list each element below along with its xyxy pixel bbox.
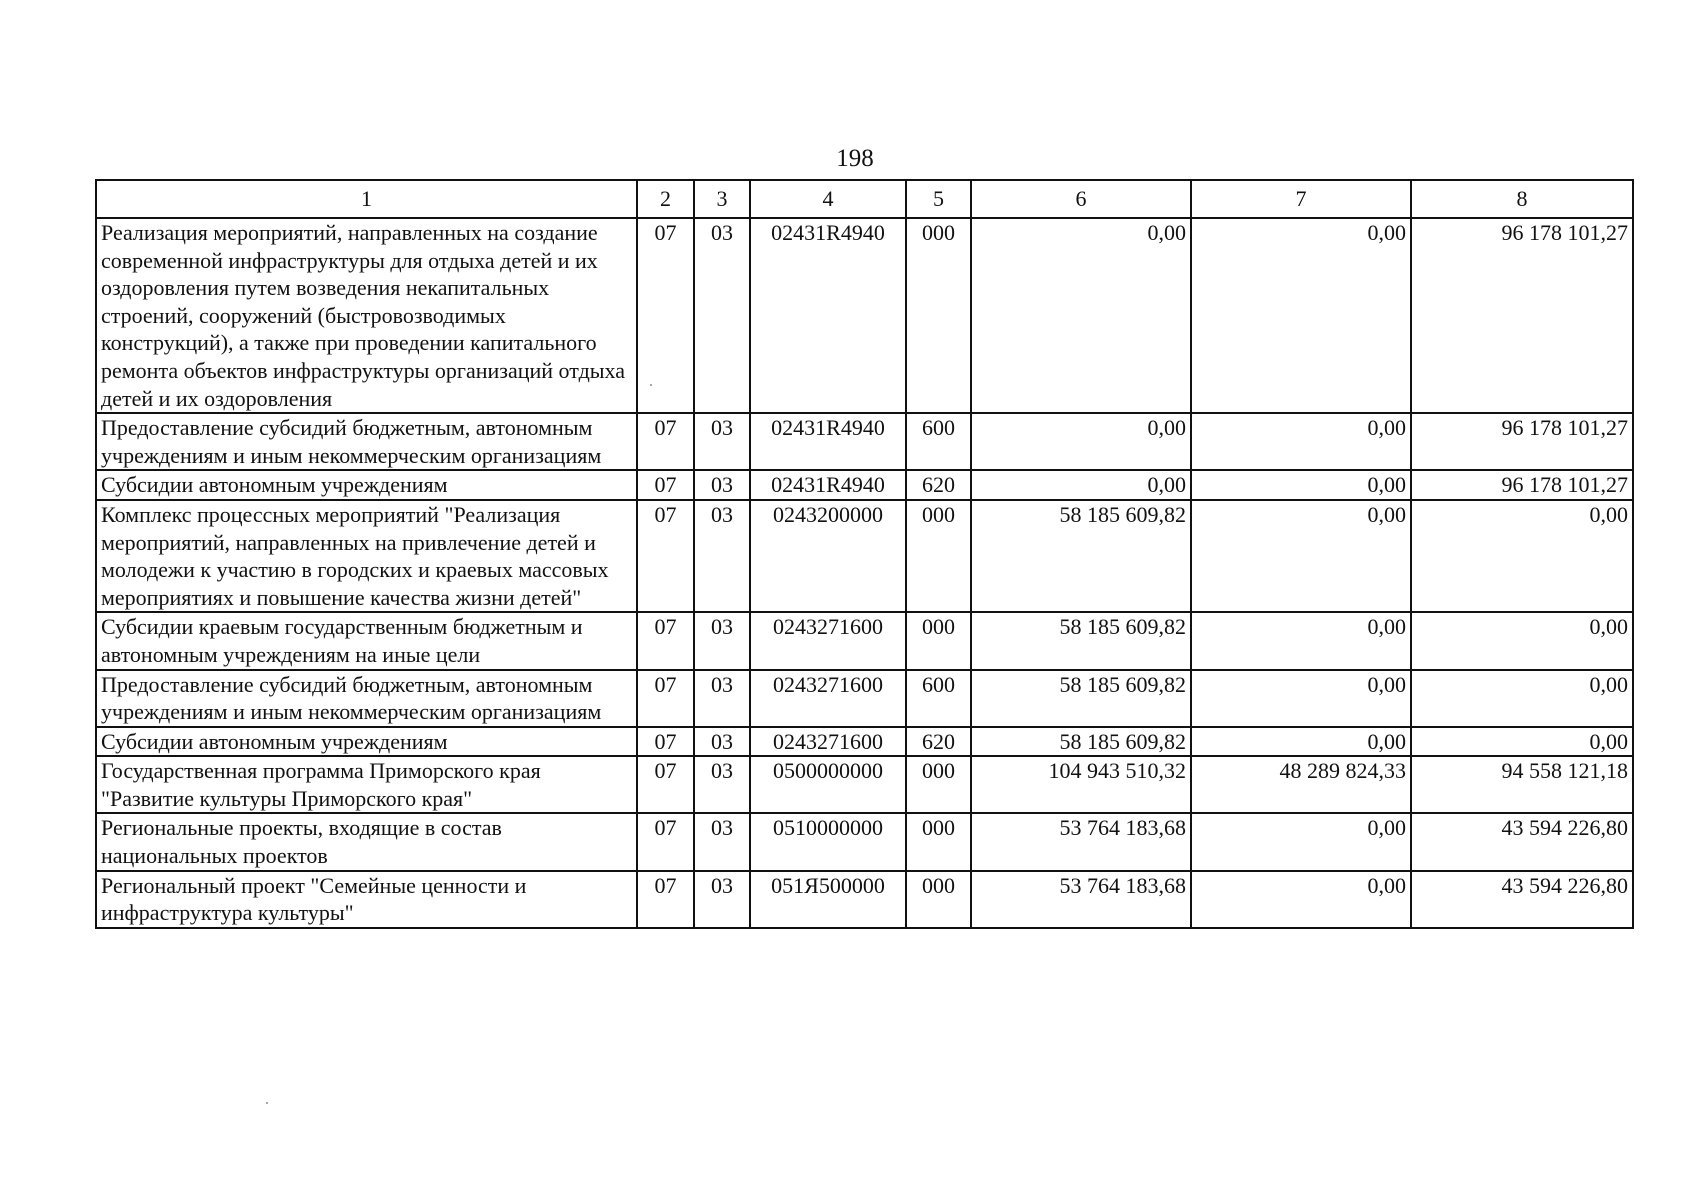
row-value-6: 0,00 <box>971 470 1191 500</box>
scan-speck <box>266 1102 268 1104</box>
row-value-6: 0,00 <box>971 218 1191 413</box>
row-section: 07 <box>637 727 694 757</box>
row-value-8: 0,00 <box>1411 727 1633 757</box>
scan-speck <box>650 384 652 386</box>
table-row <box>96 670 1633 727</box>
row-type: 000 <box>906 756 971 813</box>
row-subsection: 03 <box>694 756 750 813</box>
row-target: 0500000000 <box>750 756 906 813</box>
table-row <box>96 470 1633 500</box>
row-target: 02431R4940 <box>750 470 906 500</box>
row-value-6: 58 185 609,82 <box>971 612 1191 669</box>
row-type: 000 <box>906 500 971 612</box>
header-col-1: 1 <box>96 180 637 218</box>
row-target: 02431R4940 <box>750 218 906 413</box>
row-value-8: 43 594 226,80 <box>1411 813 1633 870</box>
header-col-2: 2 <box>637 180 694 218</box>
budget-table <box>95 179 1634 929</box>
header-col-5: 5 <box>906 180 971 218</box>
row-name: Региональный проект "Семейные ценности и инфраструктура культуры" <box>96 871 637 928</box>
row-subsection: 03 <box>694 727 750 757</box>
header-col-3: 3 <box>694 180 750 218</box>
row-type: 000 <box>906 871 971 928</box>
row-type: 620 <box>906 727 971 757</box>
row-subsection: 03 <box>694 871 750 928</box>
row-name: Предоставление субсидий бюджетным, автономным учреждениям и иным некоммерческим организациям <box>96 413 637 470</box>
row-name: Субсидии автономным учреждениям <box>96 470 637 500</box>
header-col-8: 8 <box>1411 180 1633 218</box>
row-value-6: 58 185 609,82 <box>971 727 1191 757</box>
table-row <box>96 871 1633 928</box>
row-target: 0243271600 <box>750 612 906 669</box>
row-target: 0243271600 <box>750 727 906 757</box>
row-type: 000 <box>906 612 971 669</box>
row-target: 0510000000 <box>750 813 906 870</box>
header-row <box>96 180 1633 218</box>
table-row <box>96 612 1633 669</box>
row-name: Государственная программа Приморского края "Развитие культуры Приморского края" <box>96 756 637 813</box>
row-subsection: 03 <box>694 612 750 669</box>
table-header <box>96 180 1633 218</box>
row-section: 07 <box>637 218 694 413</box>
row-value-7: 0,00 <box>1191 670 1411 727</box>
row-target: 051Я500000 <box>750 871 906 928</box>
row-type: 000 <box>906 813 971 870</box>
row-section: 07 <box>637 813 694 870</box>
row-value-7: 48 289 824,33 <box>1191 756 1411 813</box>
header-col-6: 6 <box>971 180 1191 218</box>
row-value-7: 0,00 <box>1191 413 1411 470</box>
row-value-6: 0,00 <box>971 413 1191 470</box>
row-value-8: 43 594 226,80 <box>1411 871 1633 928</box>
row-name: Комплекс процессных мероприятий "Реализация мероприятий, направленных на привлечение детей и молодежи к участию в городских и краевых массовых мероприятиях и повышение качества жизни детей" <box>96 500 637 612</box>
row-value-7: 0,00 <box>1191 612 1411 669</box>
page-number: 198 <box>836 145 874 172</box>
header-col-7: 7 <box>1191 180 1411 218</box>
row-type: 600 <box>906 413 971 470</box>
row-section: 07 <box>637 500 694 612</box>
table-row <box>96 727 1633 757</box>
table-row <box>96 413 1633 470</box>
row-value-6: 58 185 609,82 <box>971 670 1191 727</box>
row-value-7: 0,00 <box>1191 727 1411 757</box>
row-subsection: 03 <box>694 218 750 413</box>
row-value-8: 96 178 101,27 <box>1411 470 1633 500</box>
row-type: 000 <box>906 218 971 413</box>
row-value-7: 0,00 <box>1191 470 1411 500</box>
row-value-6: 104 943 510,32 <box>971 756 1191 813</box>
row-target: 0243200000 <box>750 500 906 612</box>
row-name: Реализация мероприятий, направленных на создание современной инфраструктуры для отдыха детей и их оздоровления путем возведения некапитальных строений, сооружений (быстровозводимых конструкций), а также при проведении капитального ремонта объектов инфраструктуры организаций отдыха детей и их оздоровления <box>96 218 637 413</box>
row-value-6: 58 185 609,82 <box>971 500 1191 612</box>
row-subsection: 03 <box>694 670 750 727</box>
row-section: 07 <box>637 871 694 928</box>
row-section: 07 <box>637 413 694 470</box>
row-name: Предоставление субсидий бюджетным, автономным учреждениям и иным некоммерческим организациям <box>96 670 637 727</box>
table-body <box>96 218 1633 928</box>
row-value-7: 0,00 <box>1191 871 1411 928</box>
row-subsection: 03 <box>694 470 750 500</box>
table-row <box>96 756 1633 813</box>
row-value-7: 0,00 <box>1191 218 1411 413</box>
row-subsection: 03 <box>694 813 750 870</box>
table-row <box>96 500 1633 612</box>
row-value-8: 0,00 <box>1411 670 1633 727</box>
table-row <box>96 218 1633 413</box>
row-value-8: 94 558 121,18 <box>1411 756 1633 813</box>
row-subsection: 03 <box>694 500 750 612</box>
row-value-6: 53 764 183,68 <box>971 871 1191 928</box>
row-value-8: 96 178 101,27 <box>1411 218 1633 413</box>
row-section: 07 <box>637 470 694 500</box>
row-type: 600 <box>906 670 971 727</box>
row-value-7: 0,00 <box>1191 813 1411 870</box>
row-value-8: 0,00 <box>1411 612 1633 669</box>
row-section: 07 <box>637 612 694 669</box>
row-target: 02431R4940 <box>750 413 906 470</box>
row-value-8: 0,00 <box>1411 500 1633 612</box>
table-row <box>96 813 1633 870</box>
row-name: Субсидии краевым государственным бюджетным и автономным учреждениям на иные цели <box>96 612 637 669</box>
row-value-6: 53 764 183,68 <box>971 813 1191 870</box>
row-name: Региональные проекты, входящие в состав национальных проектов <box>96 813 637 870</box>
row-target: 0243271600 <box>750 670 906 727</box>
row-section: 07 <box>637 756 694 813</box>
row-subsection: 03 <box>694 413 750 470</box>
row-value-7: 0,00 <box>1191 500 1411 612</box>
row-name: Субсидии автономным учреждениям <box>96 727 637 757</box>
row-value-8: 96 178 101,27 <box>1411 413 1633 470</box>
row-section: 07 <box>637 670 694 727</box>
row-type: 620 <box>906 470 971 500</box>
header-col-4: 4 <box>750 180 906 218</box>
